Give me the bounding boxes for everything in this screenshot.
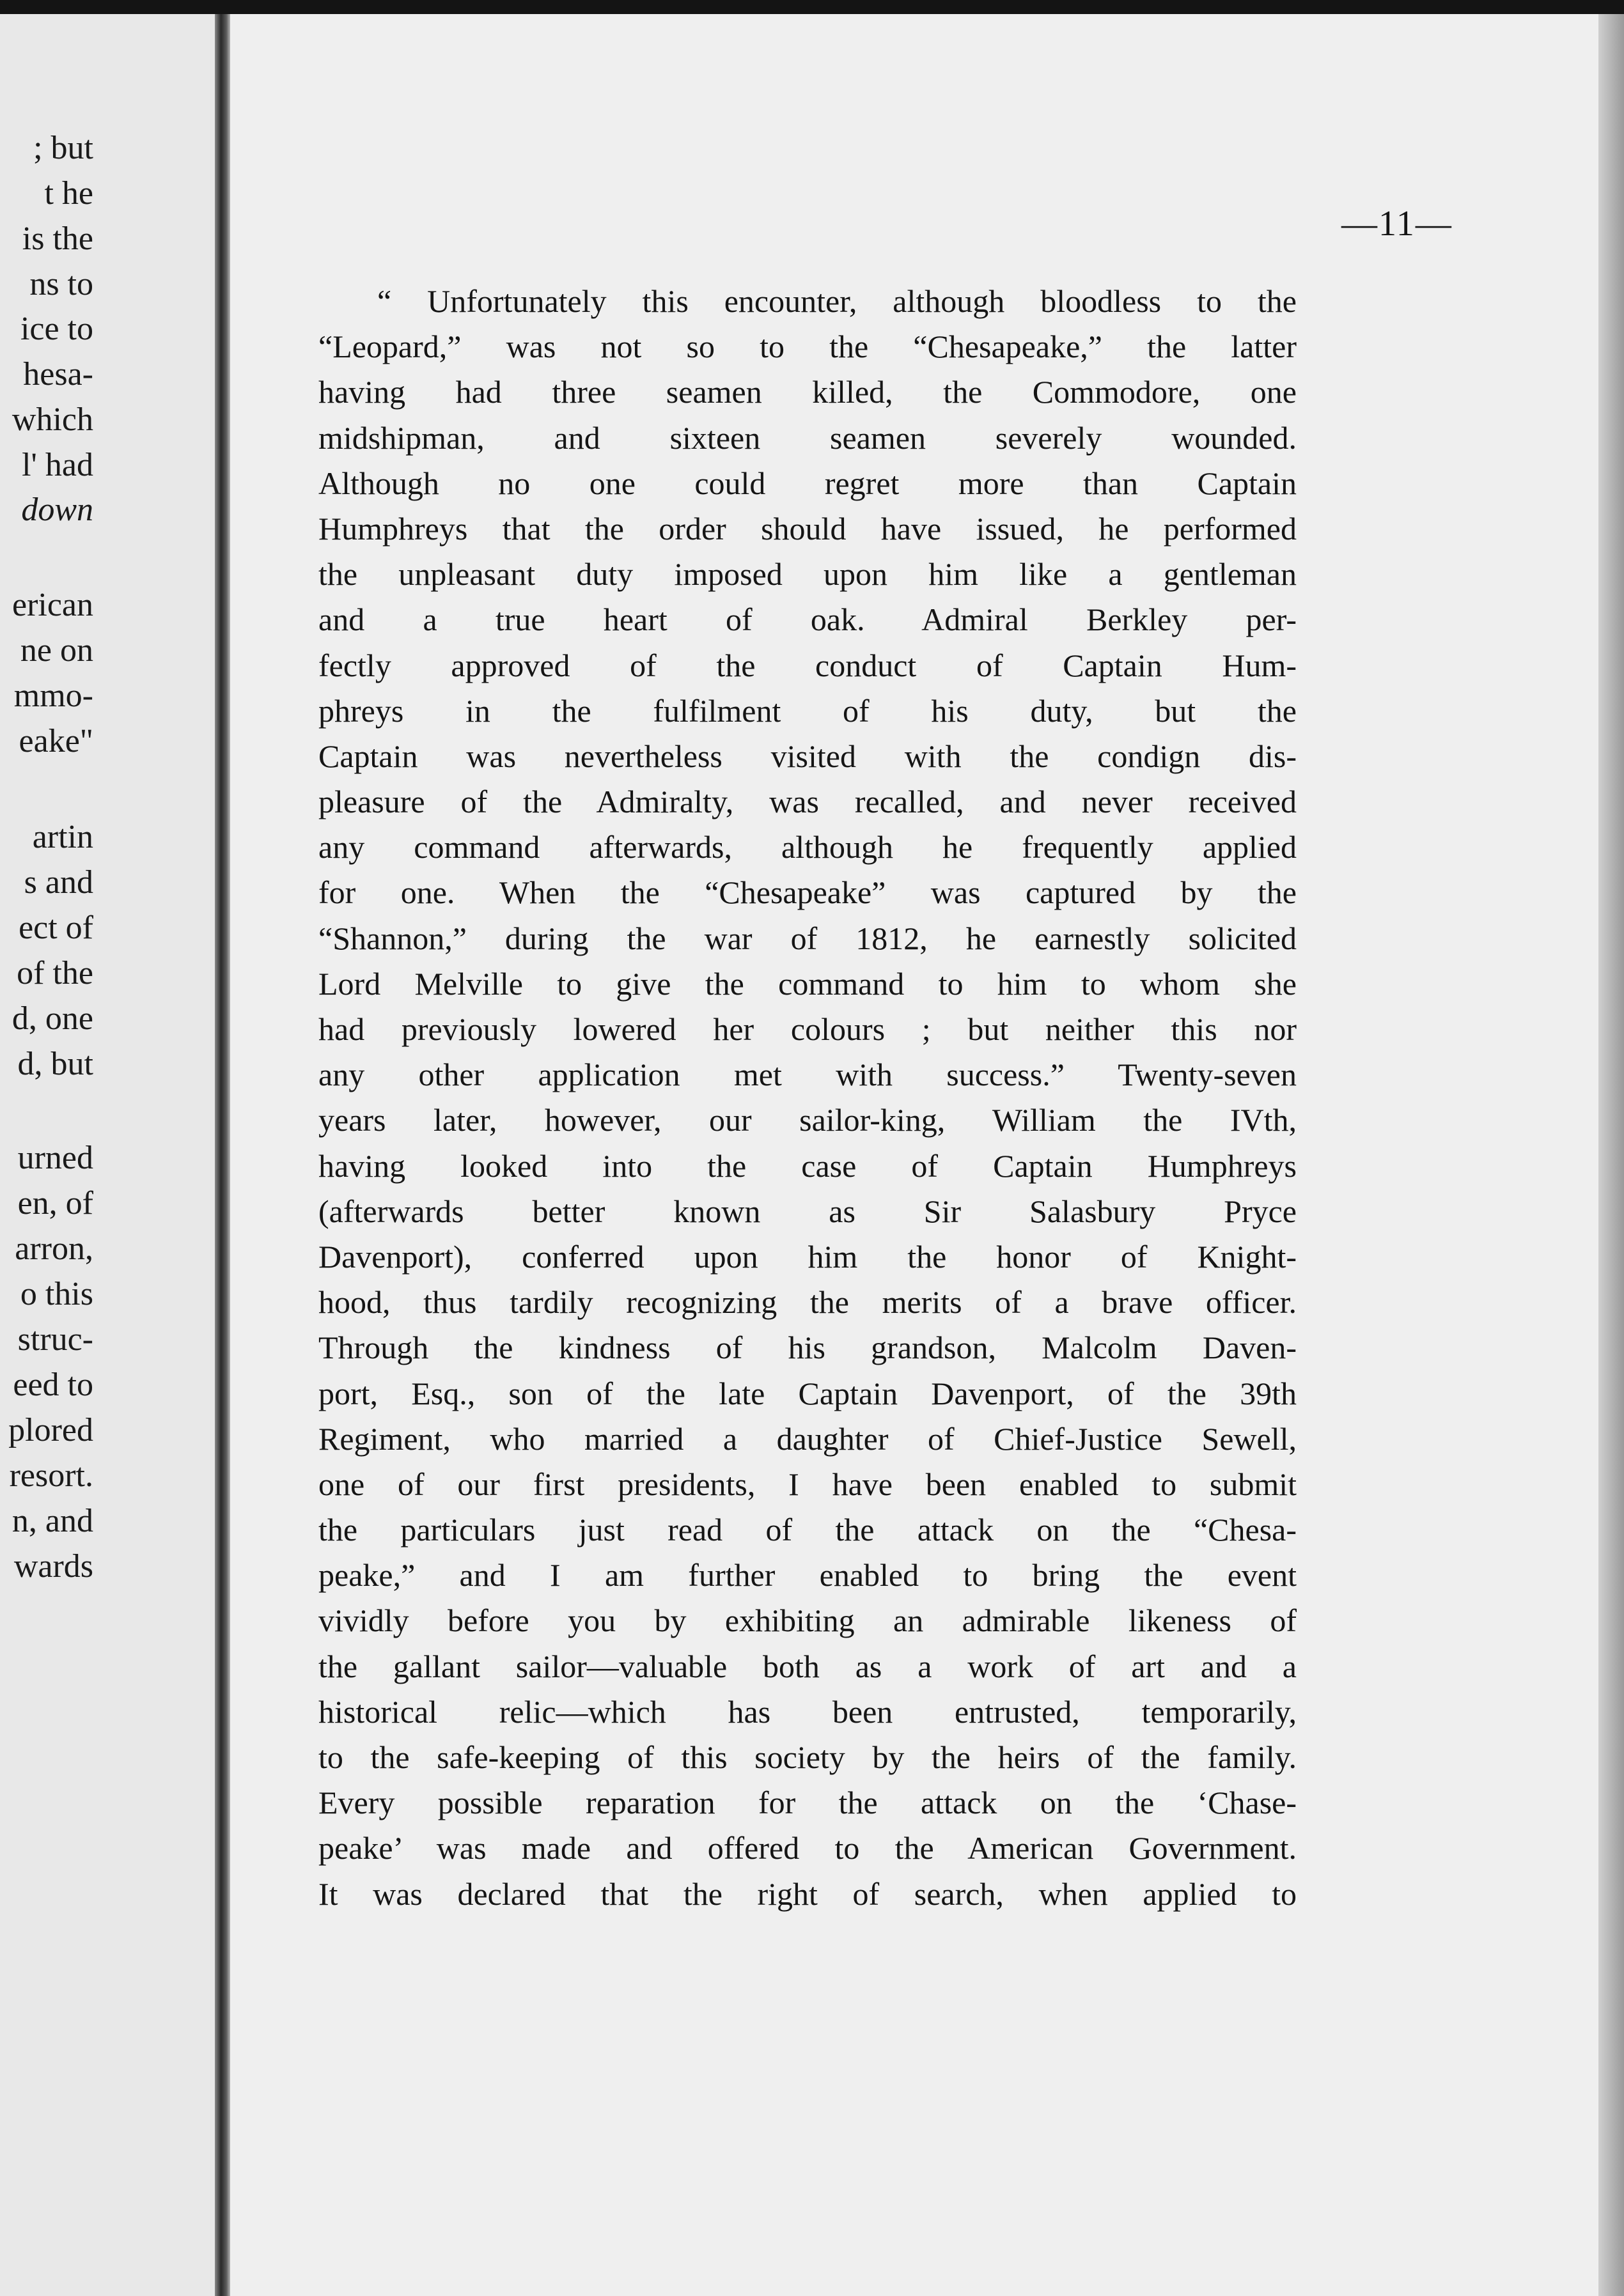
left-page-fragment: which [12,401,93,438]
book-gutter [215,14,230,2296]
left-page-fragment: n, and [12,1503,93,1539]
left-page-fragment: down [21,492,93,528]
text-line [318,961,1297,1007]
left-page-fragment: l' had [22,447,93,483]
left-page-fragment: ect of [19,910,93,946]
right-page-edge [1598,14,1624,2296]
text-line [318,1644,1297,1689]
text-line-content: Through the kindness of his grandson, Malcolm Daven- [318,1330,1297,1366]
text-line [318,1416,1297,1462]
text-line-content: one of our first presidents, I have been enabled to submit [318,1466,1297,1502]
text-line [318,1189,1297,1234]
text-line [318,552,1297,597]
text-line [318,688,1297,734]
body-text [318,279,1297,1917]
text-line [318,279,1297,324]
left-page-fragment: eed to [13,1367,93,1403]
text-line-content: fectly approved of the conduct of Captain Hum- [318,647,1297,683]
text-line-content: “ Unfortunately this encounter, although bloodless to the [377,283,1297,319]
left-page-fragment: ns to [29,266,93,302]
left-page-fragment: of the [17,955,93,991]
text-line [318,369,1297,415]
left-page-fragment: s and [24,864,93,901]
left-page-fragment: t he [44,175,93,212]
text-line-content: peake’ was made and offered to the American Government. [318,1830,1297,1866]
text-line-content: the gallant sailor—valuable both as a work of art and a [318,1648,1297,1684]
left-page-fragment: ne on [20,632,93,669]
text-line-content: vividly before you by exhibiting an admirable likeness of [318,1602,1297,1639]
text-line [318,1234,1297,1280]
text-line-content: years later, however, our sailor-king, William the IVth, [318,1102,1297,1138]
text-line [318,1507,1297,1553]
text-line [318,1052,1297,1098]
page-number-text: —11— [1341,204,1453,244]
left-page-fragment: o this [20,1276,93,1312]
text-line [318,1689,1297,1735]
text-line-content: the unpleasant duty imposed upon him like a gentleman [318,556,1297,593]
text-line [318,1826,1297,1871]
text-line [318,1098,1297,1143]
text-line-content: any command afterwards, although he frequently applied [318,829,1297,865]
text-line [318,1462,1297,1507]
text-line-content: peake,” and I am further enabled to bring the event [318,1557,1297,1594]
text-line-content: “Leopard,” was not so to the “Chesapeake,” the latter [318,329,1297,365]
text-line [318,1735,1297,1780]
text-line-content: had previously lowered her colours ; but neither this nor [318,1011,1297,1047]
text-line [318,643,1297,688]
left-page-fragment: artin [32,819,93,855]
text-line [318,415,1297,461]
text-line-content: Every possible reparation for the attack on the ‘Chase- [318,1785,1297,1821]
text-line [318,461,1297,506]
left-page-fragment: struc- [17,1321,93,1358]
text-line-content: having had three seamen killed, the Commodore, one [318,374,1297,410]
left-page-fragment: urned [17,1140,93,1176]
left-page-fragment: d, one [12,1000,93,1037]
text-line-content: historical relic—which has been entrusted, temporarily, [318,1693,1297,1730]
text-line-content: pleasure of the Admiralty, was recalled, and never received [318,784,1297,820]
text-line-content: (afterwards better known as Sir Salasbury Pryce [318,1193,1297,1229]
text-line-content: Although no one could regret more than Captain [318,465,1297,501]
text-line [318,506,1297,552]
text-line [318,1598,1297,1643]
text-line-content: Davenport), conferred upon him the honor of Knight- [318,1238,1297,1275]
text-line [318,1553,1297,1598]
text-line [318,825,1297,870]
text-line [318,324,1297,369]
text-line-content: phreys in the fulfilment of his duty, but the [318,692,1297,729]
left-page-fragment: mmo- [13,678,93,714]
text-line-content: midshipman, and sixteen seamen severely wounded. [318,419,1297,456]
left-page-fragment: resort. [9,1457,93,1494]
text-line-content: the particulars just read of the attack on the “Chesa- [318,1512,1297,1548]
left-page-fragment: hesa- [23,356,93,392]
left-page-fragment: erican [12,587,93,623]
left-page-fragment: eake" [19,723,93,759]
text-line-content: any other application met with success.” Twenty-seven [318,1057,1297,1093]
text-line-content: hood, thus tardily recognizing the merits of a brave officer. [318,1284,1297,1321]
left-page-fragment: en, of [17,1185,93,1222]
text-line-content: Captain was nevertheless visited with the condign dis- [318,738,1297,774]
text-line [318,1280,1297,1325]
text-line [318,1371,1297,1416]
text-line [318,779,1297,825]
text-line-content: Lord Melville to give the command to him to whom she [318,965,1297,1002]
left-page-fragment: is the [22,221,93,257]
text-line-content: to the safe-keeping of this society by the heirs of the family. [318,1739,1297,1775]
text-line [318,597,1297,642]
left-page-edge [0,14,215,2296]
left-page-fragment: d, but [17,1046,93,1082]
text-line [318,1007,1297,1052]
text-line-content: for one. When the “Chesapeake” was captured by the [318,874,1297,911]
text-line [318,1144,1297,1189]
left-page-fragment: ice to [20,311,93,347]
left-page-fragment: ; but [33,130,93,166]
text-line-content: “Shannon,” during the war of 1812, he earnestly solicited [318,920,1297,956]
scan-top-border [0,0,1624,14]
text-line-content: It was declared that the right of search, when applied to [318,1875,1297,1912]
text-line [318,734,1297,779]
text-line-content: and a true heart of oak. Admiral Berkley per- [318,601,1297,638]
left-page-fragment: arron, [15,1230,93,1267]
text-line [318,916,1297,961]
text-line [318,870,1297,915]
left-page-fragment: plored [8,1412,93,1448]
text-line-content: Regiment, who married a daughter of Chief-Justice Sewell, [318,1420,1297,1457]
text-line-content: having looked into the case of Captain Humphreys [318,1147,1297,1184]
text-line-content: port, Esq., son of the late Captain Davenport, of the 39th [318,1375,1297,1411]
text-line [318,1325,1297,1370]
text-line [318,1780,1297,1826]
left-page-fragment: wards [13,1548,93,1585]
text-line-content: Humphreys that the order should have issued, he performed [318,510,1297,547]
text-line [318,1872,1297,1917]
